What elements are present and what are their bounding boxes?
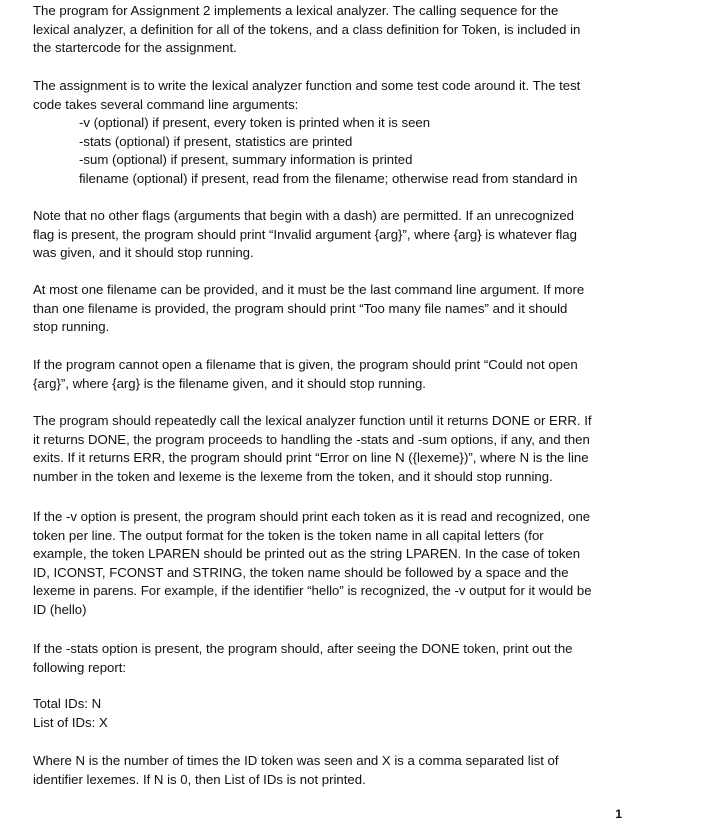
paragraph-flags <box>33 207 653 263</box>
paragraph-lexer-loop <box>33 412 653 486</box>
text-line: The assignment is to write the lexical analyzer function and some test code around it. The test <box>33 78 581 93</box>
text-line: If the -v option is present, the program should print each token as it is read and recognized, one <box>33 509 591 524</box>
paragraph-intro <box>33 2 653 58</box>
argument-item-filename: filename (optional) if present, read from the filename; otherwise read from standard in <box>79 170 578 186</box>
text-line: ID, ICONST, FCONST and STRING, the token name should be followed by a space and the <box>33 564 569 580</box>
report-list-ids: List of IDs: X <box>33 714 108 730</box>
stats-report-example <box>33 695 653 732</box>
text-line: stop running. <box>33 319 110 335</box>
text-line: If the -stats option is present, the program should, after seeing the DONE token, print out the <box>33 641 573 656</box>
text-line: flag is present, the program should print “Invalid argument {arg}”, where {arg} is whatever flag <box>33 226 577 242</box>
paragraph-stats-explanation <box>33 752 653 789</box>
text-line: If the program cannot open a filename that is given, the program should print “Could not open <box>33 357 578 372</box>
argument-item-v: -v (optional) if present, every token is printed when it is seen <box>79 115 431 130</box>
paragraph-verbose-option <box>33 508 653 620</box>
text-line: token per line. The output format for the token is the token name in all capital letters (for <box>33 527 544 543</box>
text-line: Note that no other flags (arguments that begin with a dash) are permitted. If an unrecognized <box>33 208 575 223</box>
text-line: {arg}”, where {arg} is the filename given, and it should stop running. <box>33 375 426 391</box>
text-line: was given, and it should stop running. <box>33 245 254 261</box>
paragraph-open-error <box>33 356 653 393</box>
page-number: 1 <box>615 807 622 821</box>
text-line: exits. If it returns ERR, the program should print “Error on line N ({lexeme})”, where N is the line <box>33 450 589 466</box>
text-line: number in the token and lexeme is the lexeme from the token, and it should stop running. <box>33 468 553 484</box>
text-line: identifier lexemes. If N is 0, then List of IDs is not printed. <box>33 771 366 787</box>
text-line: The program should repeatedly call the lexical analyzer function until it returns DONE or ERR. If <box>33 413 592 428</box>
text-line: lexical analyzer, a definition for all of the tokens, and a class definition for Token, is included in <box>33 21 581 37</box>
text-line: At most one filename can be provided, and it must be the last command line argument. If more <box>33 282 585 297</box>
argument-item-stats: -stats (optional) if present, statistics are printed <box>79 133 353 149</box>
text-line: example, the token LPAREN should be printed out as the string LPAREN. In the case of token <box>33 546 581 562</box>
text-line: The program for Assignment 2 implements a lexical analyzer. The calling sequence for the <box>33 3 559 18</box>
argument-item-sum: -sum (optional) if present, summary information is printed <box>79 152 413 168</box>
text-line: code takes several command line arguments: <box>33 96 299 112</box>
paragraph-assignment <box>33 77 653 114</box>
text-line: than one filename is provided, the program should print “Too many file names” and it should <box>33 300 568 316</box>
paragraph-stats-option <box>33 640 653 677</box>
text-line: Where N is the number of times the ID token was seen and X is a comma separated list of <box>33 753 559 768</box>
text-line: ID (hello) <box>33 601 87 617</box>
paragraph-filename-limit <box>33 281 653 337</box>
text-line: it returns DONE, the program proceeds to handling the -stats and -sum options, if any, and then <box>33 431 590 447</box>
text-line: the startercode for the assignment. <box>33 40 237 56</box>
text-line: following report: <box>33 659 127 675</box>
report-total-ids: Total IDs: N <box>33 696 102 711</box>
argument-list <box>33 114 699 188</box>
text-line: lexeme in parens. For example, if the identifier “hello” is recognized, the -v output for it would be <box>33 583 592 599</box>
